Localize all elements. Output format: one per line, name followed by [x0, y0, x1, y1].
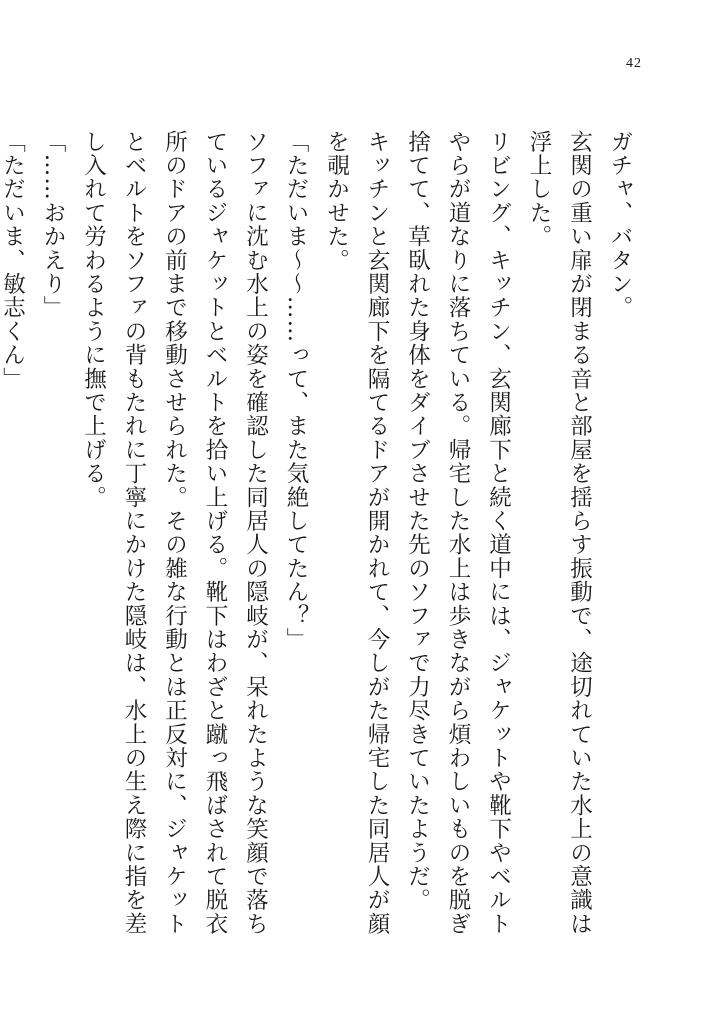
paragraph: 「ただいま〜〜……って、また気絶してたん？」	[283, 130, 309, 652]
paragraph: 玄関の重い扉が閉まる音と部屋を揺らす振動で、途切れていた水上の意識は浮上した。	[526, 130, 593, 936]
paragraph: 「ただいま、敏志くん」	[0, 130, 26, 391]
paragraph: キッチンと玄関廊下を隔てるドアが開かれて、今しがた帰宅した同居人が顔を覗かせた。	[323, 130, 390, 936]
paragraph: ガチャ、バタン。	[607, 130, 633, 320]
paragraph: ソファに沈む水上の姿を確認した同居人の隠岐が、呆れたような笑顔で落ちているジャケットとベルトを拾い上げる。靴下はわざと蹴っ飛ばされて脱衣所のドアの前まで移動させられた。その雑な行動とは正反対に、ジャケットとベルトをソファの背もたれに丁寧にかけた隠岐は、水上の生え際に指を差し入れて労わるように撫で上げる。	[80, 130, 269, 936]
body-text	[0, 130, 640, 950]
page-number: 42	[626, 56, 642, 71]
paragraph: 「……おかえり」	[40, 130, 66, 320]
paragraph: リビング、キッチン、玄関廊下と続く道中には、ジャケットや靴下やベルトやらが道なりに落ちている。帰宅した水上は歩きながら煩わしいものを脱ぎ捨てて、草臥れた身体をダイブさせた先のソファで力尽きていたようだ。	[404, 130, 512, 936]
